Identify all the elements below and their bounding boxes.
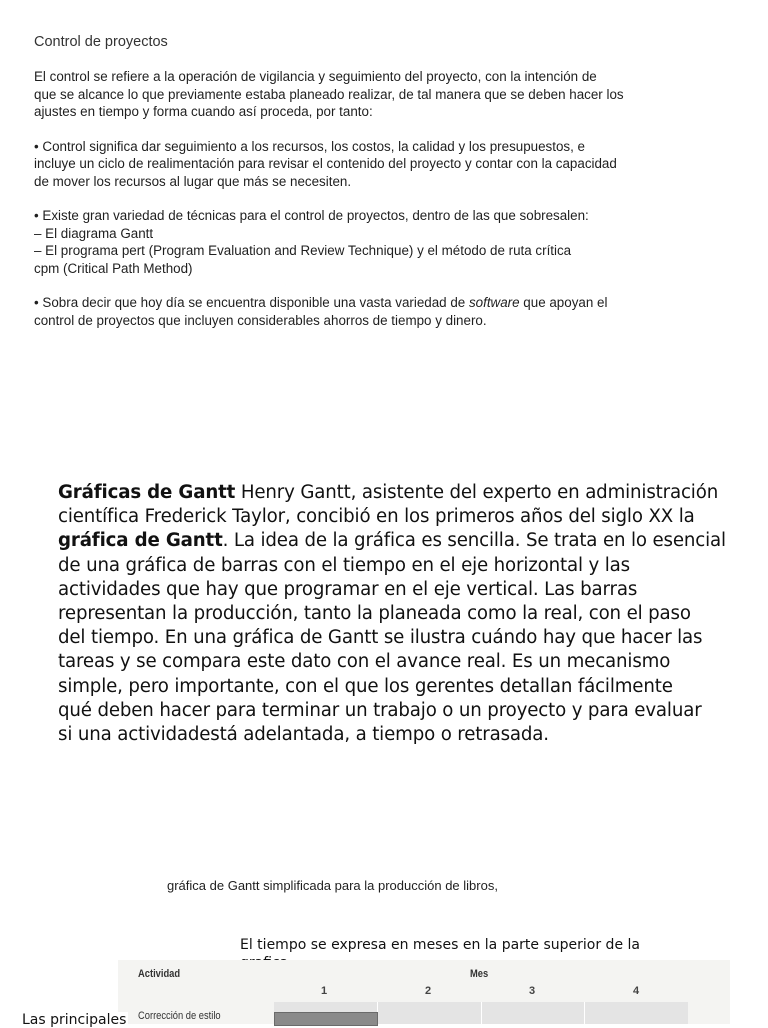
control-section — [34, 32, 714, 329]
paragraph-line: de una gráfica de barras con el tiempo en el eje horizontal y las — [58, 554, 630, 576]
month-number: 4 — [633, 985, 640, 997]
month-number: 2 — [425, 985, 432, 997]
text-run: . La idea de la gráfica es sencilla. Se trata en lo esencial — [222, 530, 726, 552]
paragraph-line — [58, 481, 718, 505]
intro-paragraph — [34, 68, 714, 121]
month-number: 3 — [529, 985, 536, 997]
month-number: 1 — [321, 985, 328, 997]
bullet-line: control de proyectos que incluyen considerables ahorros de tiempo y dinero. — [34, 312, 487, 328]
section-title: Control de proyectos — [34, 34, 168, 50]
paragraph-line: si una actividadestá adelantada, a tiempo o retrasada. — [58, 724, 549, 746]
bullet-paragraph-3 — [34, 294, 714, 329]
paragraph-line: tareas y se compara este dato con el avance real. Es un mecanismo — [58, 651, 671, 673]
bold-term: gráfica de Gantt — [58, 530, 223, 552]
text-run: • Sobra decir que hoy día se encuentra disponible una vasta variedad de — [34, 295, 469, 310]
bullet-line — [34, 294, 714, 312]
list-item: – El diagrama Gantt — [34, 225, 154, 241]
list-item: – El programa pert (Program Evaluation and Review Technique) y el método de ruta crítica — [34, 243, 572, 258]
intro-line: El control se refiere a la operación de vigilancia y seguimiento del proyecto, con la intención de — [34, 69, 597, 84]
list-item: cpm (Critical Path Method) — [34, 260, 193, 276]
paragraph-line: simple, pero importante, con el que los gerentes detallan fácilmente — [58, 675, 673, 697]
bullet-paragraph-1 — [34, 138, 714, 191]
activity-header: Actividad — [138, 968, 181, 980]
paragraph-line — [58, 529, 726, 553]
gantt-chart-image — [118, 960, 730, 1024]
intro-line: que se alcance lo que previamente estaba planeado realizar, de tal manera que se deben hacer los — [34, 86, 624, 102]
activity-label: Corrección de estilo — [138, 1010, 221, 1022]
bullet-line: • Control significa dar seguimiento a los recursos, los costos, la calidad y los presupuestos, e — [34, 138, 585, 154]
figure-caption: gráfica de Gantt simplificada para la producción de libros, — [167, 878, 498, 893]
gantt-paragraph — [58, 481, 726, 747]
paragraph-line: del tiempo. En una gráfica de Gantt se ilustra cuándo hay que hacer las — [58, 627, 703, 649]
figure-note: El tiempo se expresa en meses en la parte superior de la — [240, 937, 640, 953]
bullet-line: de mover los recursos al lugar que más se necesiten. — [34, 173, 352, 189]
paragraph-line: actividades que hay que programar en el eje vertical. Las barras — [58, 578, 638, 600]
paragraph-line: representan la producción, tanto la planeada como la real, con el paso — [58, 603, 691, 625]
bullet-paragraph-2 — [34, 207, 714, 277]
italic-text: software — [468, 295, 520, 310]
cutoff-text: Las principales — [22, 1012, 127, 1028]
intro-line: ajustes en tiempo y forma cuando así proceda, por tanto: — [34, 104, 373, 119]
bullet-line: • Existe gran variedad de técnicas para el control de proyectos, dentro de las que sobresalen: — [34, 208, 589, 223]
grid-line — [584, 1002, 585, 1024]
month-header: Mes — [470, 968, 489, 980]
bullet-line: incluye un ciclo de realimentación para revisar el contenido del proyecto y contar con la capacidad — [34, 156, 617, 171]
text-run: Henry Gantt, asistente del experto en administración — [235, 482, 719, 503]
paragraph-line: científica Frederick Taylor, concibió en los primeros años del siglo XX la — [58, 506, 695, 528]
text-run: que apoyan el — [519, 295, 608, 310]
grid-line — [481, 1002, 482, 1024]
paragraph-line: qué deben hacer para terminar un trabajo o un proyecto y para evaluar — [58, 699, 702, 721]
bold-term: Gráficas de Gantt — [58, 482, 236, 503]
